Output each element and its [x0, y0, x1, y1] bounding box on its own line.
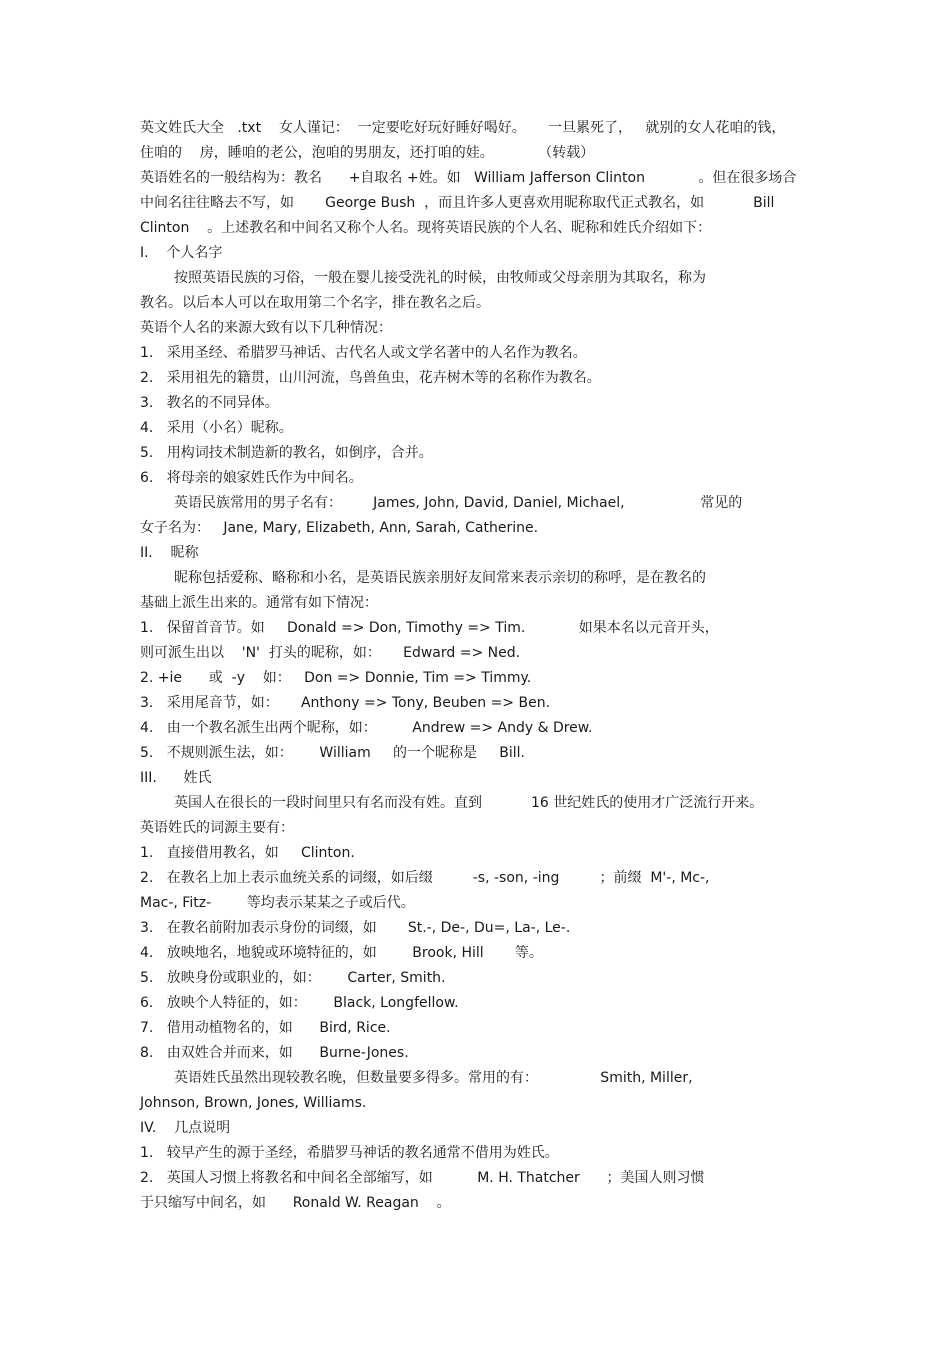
- text-line: 2. 在教名上加上表示血统关系的词缀，如后缀 -s, -son, -ing ；前缀 M'-, Mc-,: [140, 870, 710, 886]
- text-line: 6. 放映个人特征的，如： Black, Longfellow.: [140, 995, 459, 1011]
- text-line: 则可派生出以 'N' 打头的昵称，如： Edward => Ned.: [140, 645, 521, 661]
- text-line: Clinton 。上述教名和中间名又称个人名。现将英语民族的个人名、昵称和姓氏介绍如下：: [140, 220, 712, 236]
- text-line: 3. 教名的不同异体。: [140, 395, 279, 411]
- text-line: 3. 采用尾音节，如： Anthony => Tony, Beuben => Ben.: [140, 695, 551, 711]
- text-line: 中间名往往略去不写，如 George Bush ，而且许多人更喜欢用昵称取代正式教名，如 Bill: [140, 195, 775, 211]
- text-line: 1. 采用圣经、希腊罗马神话、古代名人或文学名著中的人名作为教名。: [140, 345, 587, 361]
- text-line: IV. 几点说明: [140, 1120, 231, 1136]
- text-line: 英语个人名的来源大致有以下几种情况：: [140, 320, 392, 336]
- text-line: Mac-, Fitz- 等均表示某某之子或后代。: [140, 895, 415, 911]
- text-line: 8. 由双姓合并而来，如 Burne-Jones.: [140, 1045, 409, 1061]
- text-line: 7. 借用动植物名的，如 Bird, Rice.: [140, 1020, 391, 1036]
- text-line: 英语姓氏虽然出现较教名晚，但数量要多得多。常用的有： Smith, Miller,: [174, 1070, 693, 1086]
- text-line: 2. +ie 或 -y 如： Don => Donnie, Tim => Timmy.: [140, 670, 532, 686]
- text-line: 基础上派生出来的。通常有如下情况：: [140, 595, 378, 611]
- text-line: III. 姓氏: [140, 770, 212, 786]
- text-line: 教名。以后本人可以在取用第二个名字，排在教名之后。: [140, 295, 490, 311]
- text-line: 昵称包括爱称、略称和小名，是英语民族亲朋好友间常来表示亲切的称呼，是在教名的: [174, 570, 706, 586]
- text-line: 1. 较早产生的源于圣经，希腊罗马神话的教名通常不借用为姓氏。: [140, 1145, 559, 1161]
- text-line: 4. 采用（小名）昵称。: [140, 420, 293, 436]
- text-line: 3. 在教名前附加表示身份的词缀，如 St.-, De-, Du=, La-, Le-.: [140, 920, 571, 936]
- text-line: 住咱的 房，睡咱的老公，泡咱的男朋友，还打咱的娃。 （转载）: [140, 145, 595, 161]
- text-line: 6. 将母亲的娘家姓氏作为中间名。: [140, 470, 363, 486]
- text-line: 英语姓名的一般结构为：教名 +自取名 +姓。如 William Jafferson Clinton 。但在很多场合: [140, 170, 797, 186]
- text-line: 英国人在很长的一段时间里只有名而没有姓。直到 16 世纪姓氏的使用才广泛流行开来。: [174, 795, 764, 811]
- text-line: 4. 放映地名，地貌或环境特征的，如 Brook, Hill 等。: [140, 945, 543, 961]
- text-line: 按照英语民族的习俗，一般在婴儿接受洗礼的时候，由牧师或父母亲朋为其取名，称为: [174, 270, 706, 286]
- text-line: II. 昵称: [140, 545, 199, 561]
- text-line: 英语姓氏的词源主要有：: [140, 820, 294, 836]
- text-line: 2. 英国人习惯上将教名和中间名全部缩写，如 M. H. Thatcher ；美国人则习惯: [140, 1170, 705, 1186]
- text-line: 4. 由一个教名派生出两个昵称，如： Andrew => Andy & Drew.: [140, 720, 593, 736]
- text-line: 1. 直接借用教名，如 Clinton.: [140, 845, 355, 861]
- text-line: 于只缩写中间名，如 Ronald W. Reagan 。: [140, 1195, 451, 1211]
- text-line: 英文姓氏大全 .txt 女人谨记： 一定要吃好玩好睡好喝好。 一旦累死了， 就别的女人花咱的钱，: [140, 120, 786, 136]
- text-line: I. 个人名字: [140, 245, 223, 261]
- text-line: 5. 用构词技术制造新的教名，如倒序，合并。: [140, 445, 433, 461]
- text-line: 英语民族常用的男子名有： James, John, David, Daniel, Michael, 常见的: [174, 495, 743, 511]
- text-line: 1. 保留首音节。如 Donald => Don, Timothy => Tim. 如果本名以元音开头，: [140, 620, 719, 636]
- document-body: [140, 116, 805, 1216]
- text-line: Johnson, Brown, Jones, Williams.: [140, 1095, 367, 1111]
- text-line: 2. 采用祖先的籍贯，山川河流，鸟兽鱼虫，花卉树木等的名称作为教名。: [140, 370, 601, 386]
- text-line: 5. 不规则派生法，如： William 的一个昵称是 Bill.: [140, 745, 525, 761]
- text-line: 5. 放映身份或职业的，如： Carter, Smith.: [140, 970, 446, 986]
- text-line: 女子名为： Jane, Mary, Elizabeth, Ann, Sarah, Catherine.: [140, 520, 539, 536]
